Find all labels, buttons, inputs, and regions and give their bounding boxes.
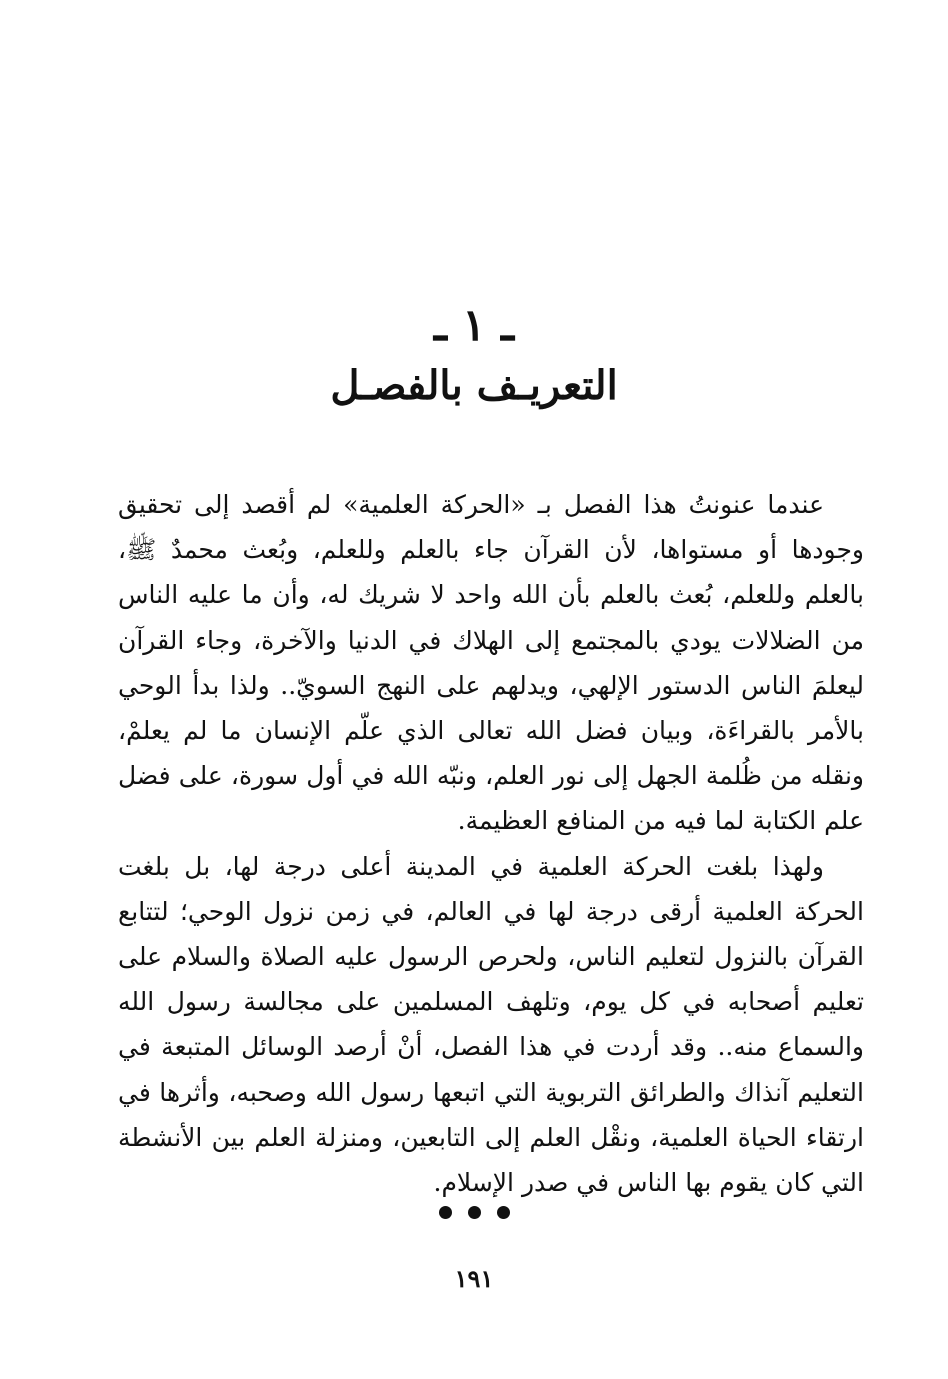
paragraph-2: ولهذا بلغت الحركة العلمية في المدينة أعلى درجة لها، بل بلغت الحركة العلمية أرقى درجة لها في العالم، في زمن نزول الوحي؛ لتتابع القرآن بالنزول لتعليم الناس، ولحرص الرسول عليه الصلاة والسلام على تعليم أصحابه في كل يوم، وتلهف المسلمين على مجالسة رسول الله والسماع منه.. وقد أردت في هذا الفصل، أنْ أرصد الوسائل المتبعة في التعليم آنذاك والطرائق التربوية التي اتبعها رسول الله وصحبه، وأثرها في ارتقاء الحياة العلمية، ونقْل العلم إلى التابعين، ومنزلة العلم بين الأنشطة التي كان يقوم بها الناس في صدر الإسلام. xyxy=(118,851,864,1198)
chapter-title: التعريـف بالفصـل xyxy=(330,362,618,409)
paragraph-1: عندما عنونتُ هذا الفصل بـ «الحركة العلمية» لم أقصد إلى تحقيق وجودها أو مستواها، لأن القرآن جاء بالعلم وللعلم، وبُعث محمدٌ ﷺ، بالعلم وللعلم، بُعث بالعلم بأن الله واحد لا شريك له، وأن ما عليه الناس من الضلالات يودي بالمجتمع إلى الهلاك في الدنيا والآخرة، وجاء القرآن ليعلمَ الناس الدستور الإلهي، ويدلهم على النهج السويّ.. ولذا بدأ الوحي بالأمر بالقراءَة، وبيان فضل الله تعالى الذي علّم الإنسان ما لم يعلمْ، ونقله من ظُلمة الجهل إلى نور العلم، ونبّه الله في أول سورة، على فضل علم الكتابة لما فيه من المنافع العظيمة. xyxy=(118,490,864,836)
separator-dot xyxy=(468,1206,481,1219)
separator-dot xyxy=(439,1206,452,1219)
chapter-body xyxy=(118,482,864,1205)
section-separator xyxy=(0,1206,948,1219)
page-number: ١٩١ xyxy=(454,1264,494,1293)
chapter-number: ـ ١ ـ xyxy=(433,300,515,351)
separator-dot xyxy=(497,1206,510,1219)
